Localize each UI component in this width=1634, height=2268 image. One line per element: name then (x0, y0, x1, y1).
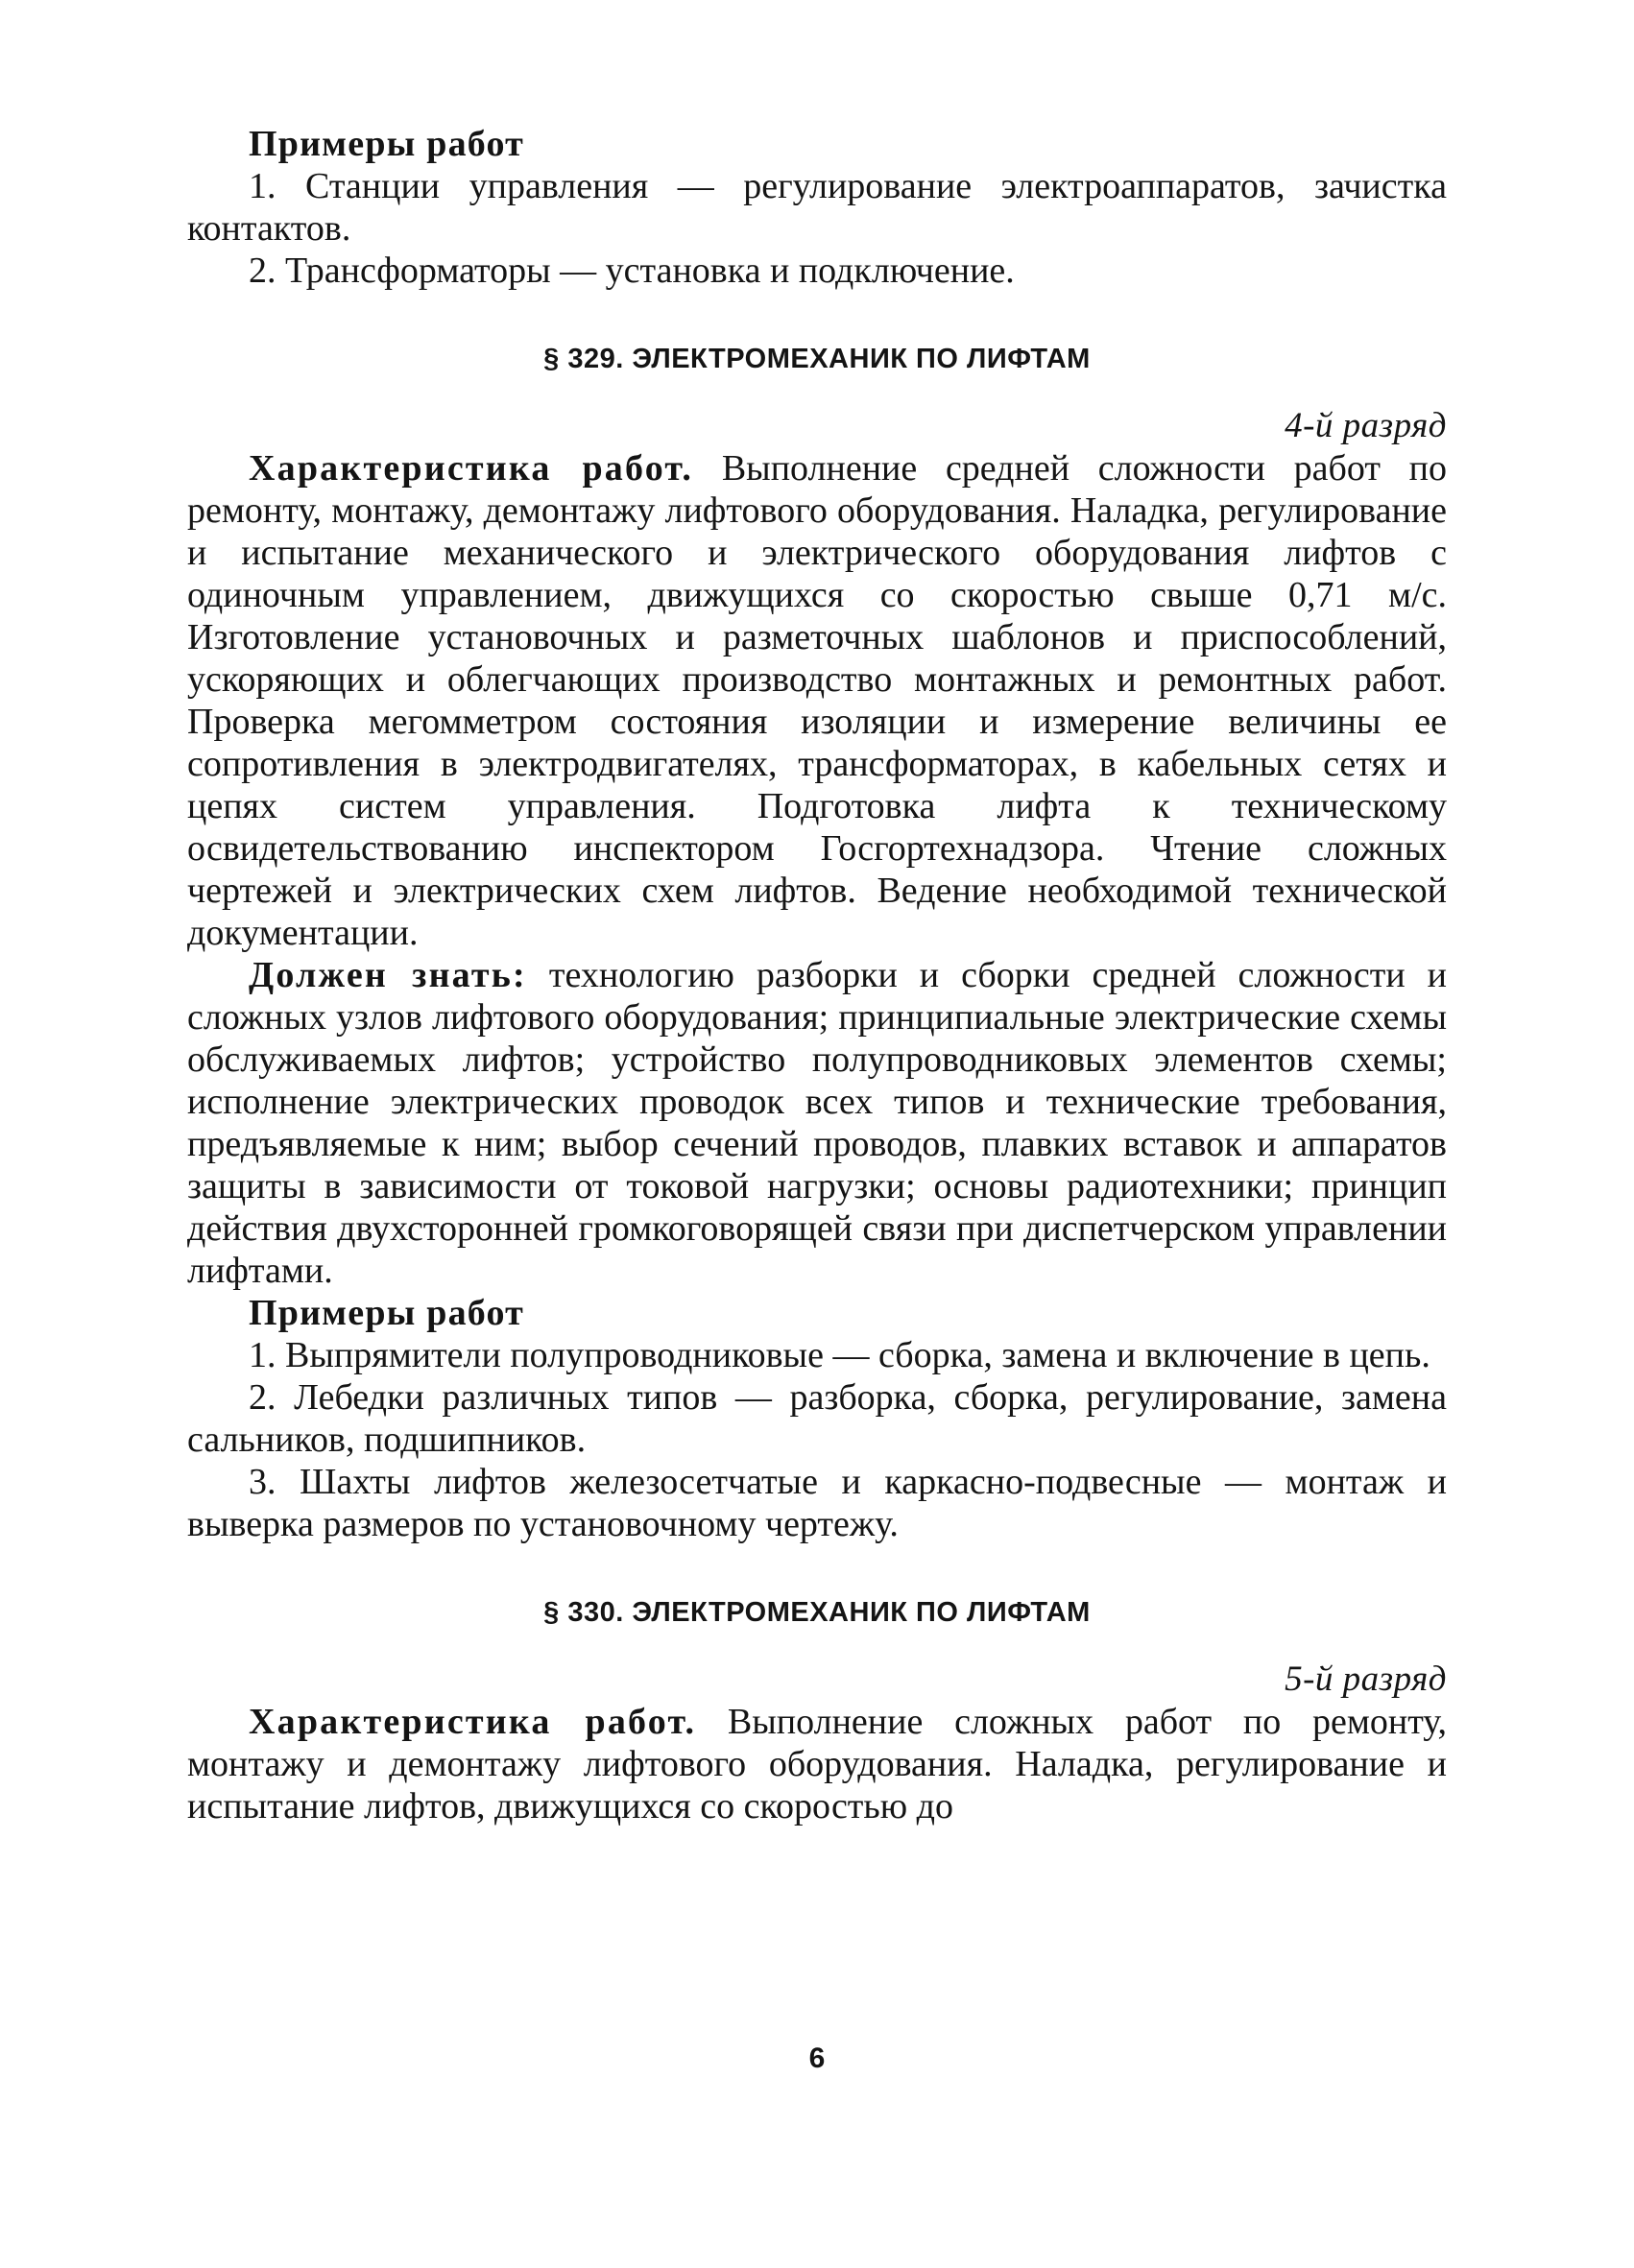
characteristics-label: Характеристика работ. (249, 448, 694, 489)
examples-heading: Примеры работ (249, 1293, 525, 1333)
section-title: § 329. ЭЛЕКТРОМЕХАНИК ПО ЛИФТАМ (543, 344, 1091, 374)
section-330 (187, 1595, 1447, 1827)
page-number: 6 (808, 2042, 826, 2074)
characteristics-label: Характеристика работ. (249, 1702, 697, 1742)
characteristics-paragraph (187, 1701, 1447, 1827)
example-item: 2. Трансформаторы — установка и подключение. (249, 251, 1015, 291)
example-item: 1. Выпрямители полупроводниковые — сборка, замена и включение в цепь. (249, 1335, 1430, 1375)
knowledge-paragraph (187, 954, 1447, 1292)
example-item: 3. Шахты лифтов железосетчатые и каркасно-подвесные — монтаж и выверка размеров по установочному чертежу. (187, 1462, 1447, 1544)
grade-label: 4-й разряд (1285, 406, 1447, 445)
example-item: 1. Станции управления — регулирование электроаппаратов, зачистка контактов. (187, 166, 1447, 249)
examples-heading: Примеры работ (249, 124, 525, 164)
section-329 (187, 342, 1447, 1545)
knowledge-text: технологию разборки и сборки средней сложности и сложных узлов лифтового оборудования; принципиальные электрические схемы обслуживаемых лифтов; устройство полупроводниковых элементов схемы; исполнение электрических проводок всех типов и технические требования, предъявляемые к ним; выбор сечений проводов, плавких вставок и аппаратов защиты в зависимости от токовой нагрузки; основы радиотехники; принцип действия двухсторонней громкоговорящей связи при диспетчерском управлении лифтами. (187, 955, 1447, 1291)
example-item: 2. Лебедки различных типов — разборка, сборка, регулирование, замена сальников, подшипников. (187, 1377, 1447, 1460)
section-title: § 330. ЭЛЕКТРОМЕХАНИК ПО ЛИФТАМ (543, 1597, 1091, 1628)
knowledge-label: Должен знать: (249, 955, 527, 995)
characteristics-text: Выполнение средней сложности работ по ремонту, монтажу, демонтажу лифтового оборудования. Наладка, регулирование и испытание механического и электрического оборудования лифтов с одиночным управлением, движущихся со скоростью свыше 0,71 м/с. Изготовление установочных и разметочных шаблонов и приспособлений, ускоряющих и облегчающих производство монтажных и ремонтных работ. Проверка мегомметром состояния изоляции и измерение величины ее сопротивления в электродвигателях, трансформаторах, в кабельных сетях и цепях систем управления. Подготовка лифта к техническому освидетельствованию инспектором Госгортехнадзора. Чтение сложных чертежей и электрических схем лифтов. Ведение необходимой технической документации. (187, 448, 1448, 953)
characteristics-text: Выполнение сложных работ по ремонту, монтажу и демонтажу лифтового оборудования. Наладка, регулирование и испытание лифтов, движущихся со скоростью до (187, 1702, 1448, 1826)
top-examples-block (187, 123, 1447, 292)
characteristics-paragraph (187, 447, 1447, 954)
grade-label: 5-й разряд (1285, 1659, 1447, 1699)
document-page (187, 123, 1447, 2215)
